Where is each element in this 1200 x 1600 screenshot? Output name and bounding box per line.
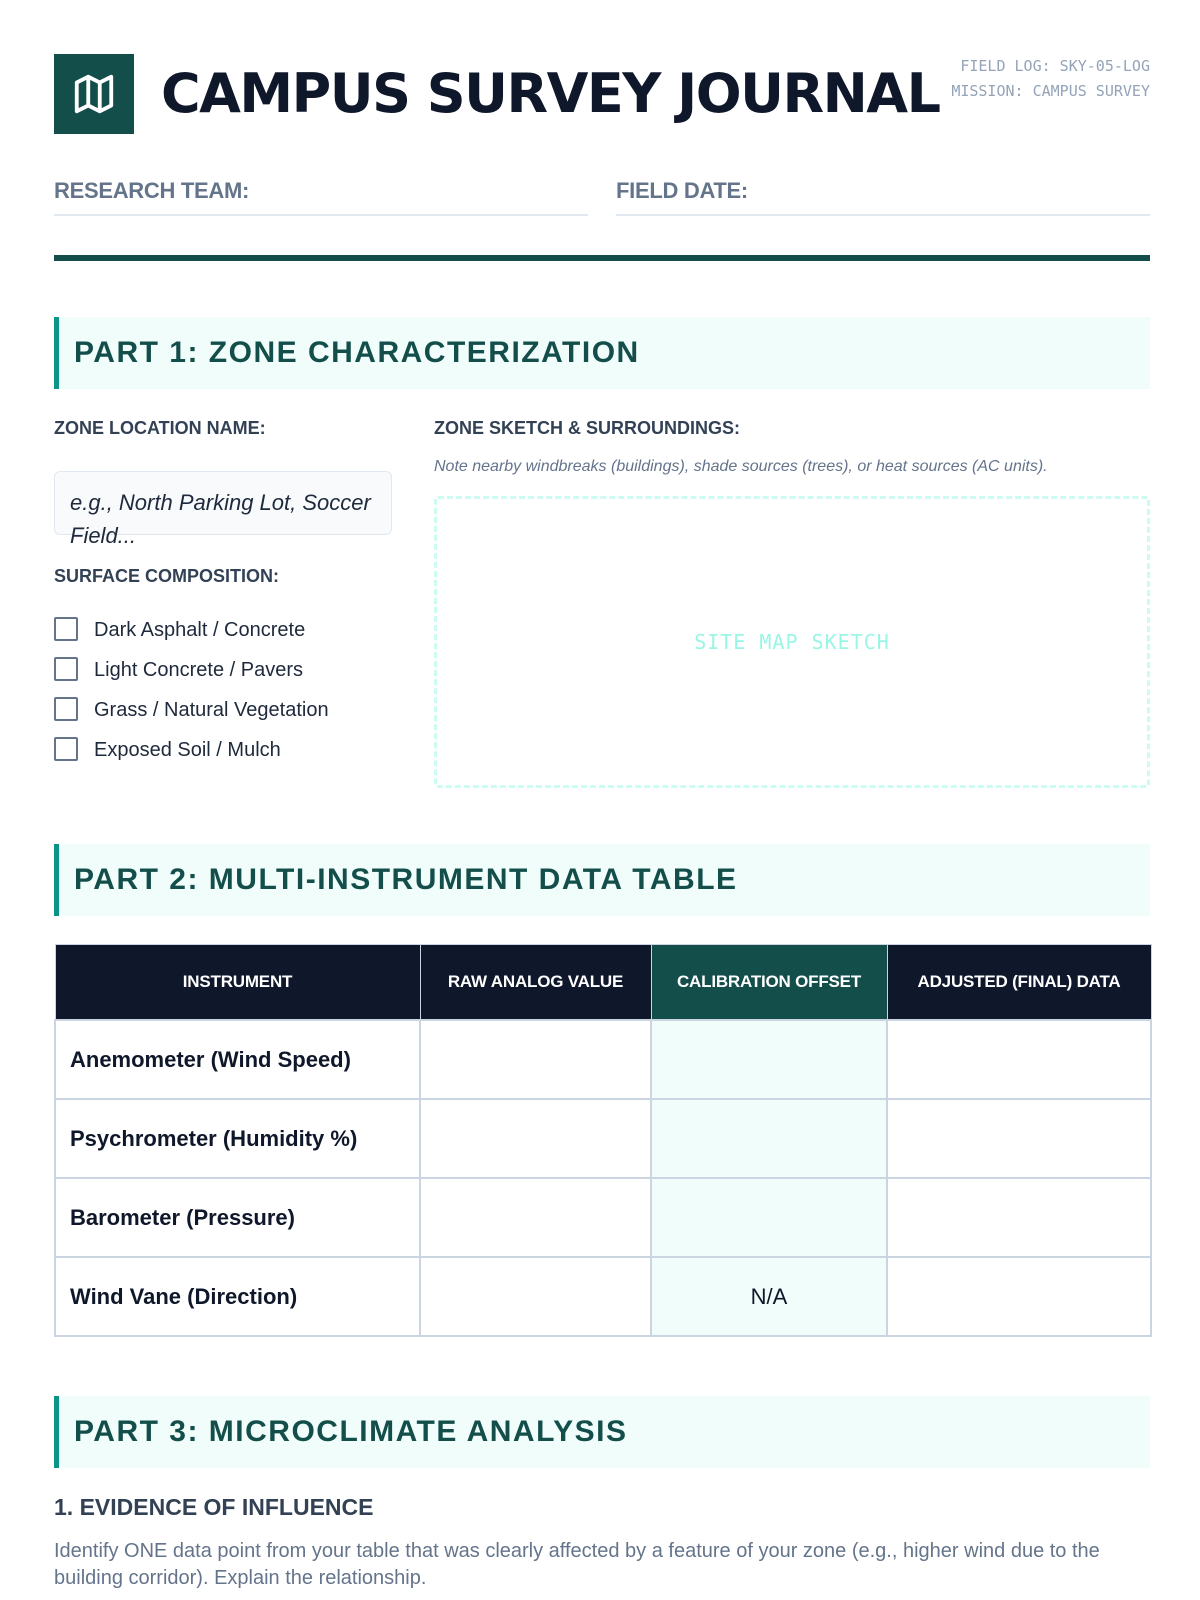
instrument-cell: Wind Vane (Direction) [55,1257,420,1336]
question-text: Identify ONE data point from your table that was clearly affected by a feature of your zone (e.g., higher wind due to the building corridor). Explain the relationship. [54,1540,1100,1589]
offset-cell[interactable] [651,1020,887,1099]
header [54,54,1150,134]
table-row [55,1099,1151,1178]
surface-option[interactable] [54,656,384,684]
table-row [55,1257,1151,1336]
field-date-label: FIELD DATE: [616,178,748,203]
log-meta [951,54,1150,104]
checkbox[interactable] [54,657,78,681]
section-title: PART 2: MULTI-INSTRUMENT DATA TABLE [74,863,738,896]
instrument-cell: Barometer (Pressure) [55,1178,420,1257]
field-date-field[interactable] [616,172,1150,216]
surface-option-label: Grass / Natural Vegetation [94,699,329,721]
section-title: PART 1: ZONE CHARACTERIZATION [74,336,640,369]
table-row [55,1178,1151,1257]
header-divider [54,255,1150,261]
surface-option[interactable] [54,736,384,764]
checkbox[interactable] [54,697,78,721]
section-part1 [54,317,1150,389]
surface-option[interactable] [54,696,384,724]
surface-option-label: Exposed Soil / Mulch [94,739,281,761]
adjusted-cell[interactable] [887,1099,1151,1178]
raw-value-cell[interactable] [420,1178,651,1257]
checkbox[interactable] [54,737,78,761]
mission-label: MISSION: CAMPUS SURVEY [951,82,1150,100]
sketch-placeholder: SITE MAP SKETCH [694,630,890,654]
site-sketch-area[interactable] [434,496,1150,788]
offset-cell: N/A [651,1257,887,1336]
column-header: INSTRUMENT [55,945,420,1021]
section-part3 [54,1396,1150,1468]
info-fields [54,172,1150,216]
data-table [54,944,1152,1337]
sketch-label: ZONE SKETCH & SURROUNDINGS: [434,418,741,438]
adjusted-cell[interactable] [887,1178,1151,1257]
instrument-cell: Psychrometer (Humidity %) [55,1099,420,1178]
column-header: CALIBRATION OFFSET [651,945,887,1021]
column-header: RAW ANALOG VALUE [420,945,651,1021]
logo [54,54,134,134]
table-header-row [55,945,1151,1021]
adjusted-cell[interactable] [887,1020,1151,1099]
raw-value-cell[interactable] [420,1257,651,1336]
research-team-field[interactable] [54,172,588,216]
raw-value-cell[interactable] [420,1099,651,1178]
zone-name-input[interactable]: e.g., North Parking Lot, Soccer Field... [54,471,392,535]
instrument-cell: Anemometer (Wind Speed) [55,1020,420,1099]
surface-option[interactable] [54,616,384,644]
sketch-note: Note nearby windbreaks (buildings), shade sources (trees), or heat sources (AC units). [434,458,1048,475]
log-id: FIELD LOG: SKY-05-LOG [960,57,1150,75]
map-icon [71,71,117,117]
zone-name-label: ZONE LOCATION NAME: [54,418,266,438]
adjusted-cell[interactable] [887,1257,1151,1336]
checkbox[interactable] [54,617,78,641]
surface-label: SURFACE COMPOSITION: [54,566,280,586]
page-title: CAMPUS SURVEY JOURNAL [161,62,940,125]
offset-cell[interactable] [651,1099,887,1178]
question-title: 1. EVIDENCE OF INFLUENCE [54,1494,374,1520]
raw-value-cell[interactable] [420,1020,651,1099]
section-part2 [54,844,1150,916]
surface-option-label: Light Concrete / Pavers [94,659,303,681]
offset-cell[interactable] [651,1178,887,1257]
research-team-label: RESEARCH TEAM: [54,178,250,203]
surface-option-label: Dark Asphalt / Concrete [94,619,306,641]
column-header: ADJUSTED (FINAL) DATA [887,945,1151,1021]
section-title: PART 3: MICROCLIMATE ANALYSIS [74,1415,628,1448]
table-row [55,1020,1151,1099]
